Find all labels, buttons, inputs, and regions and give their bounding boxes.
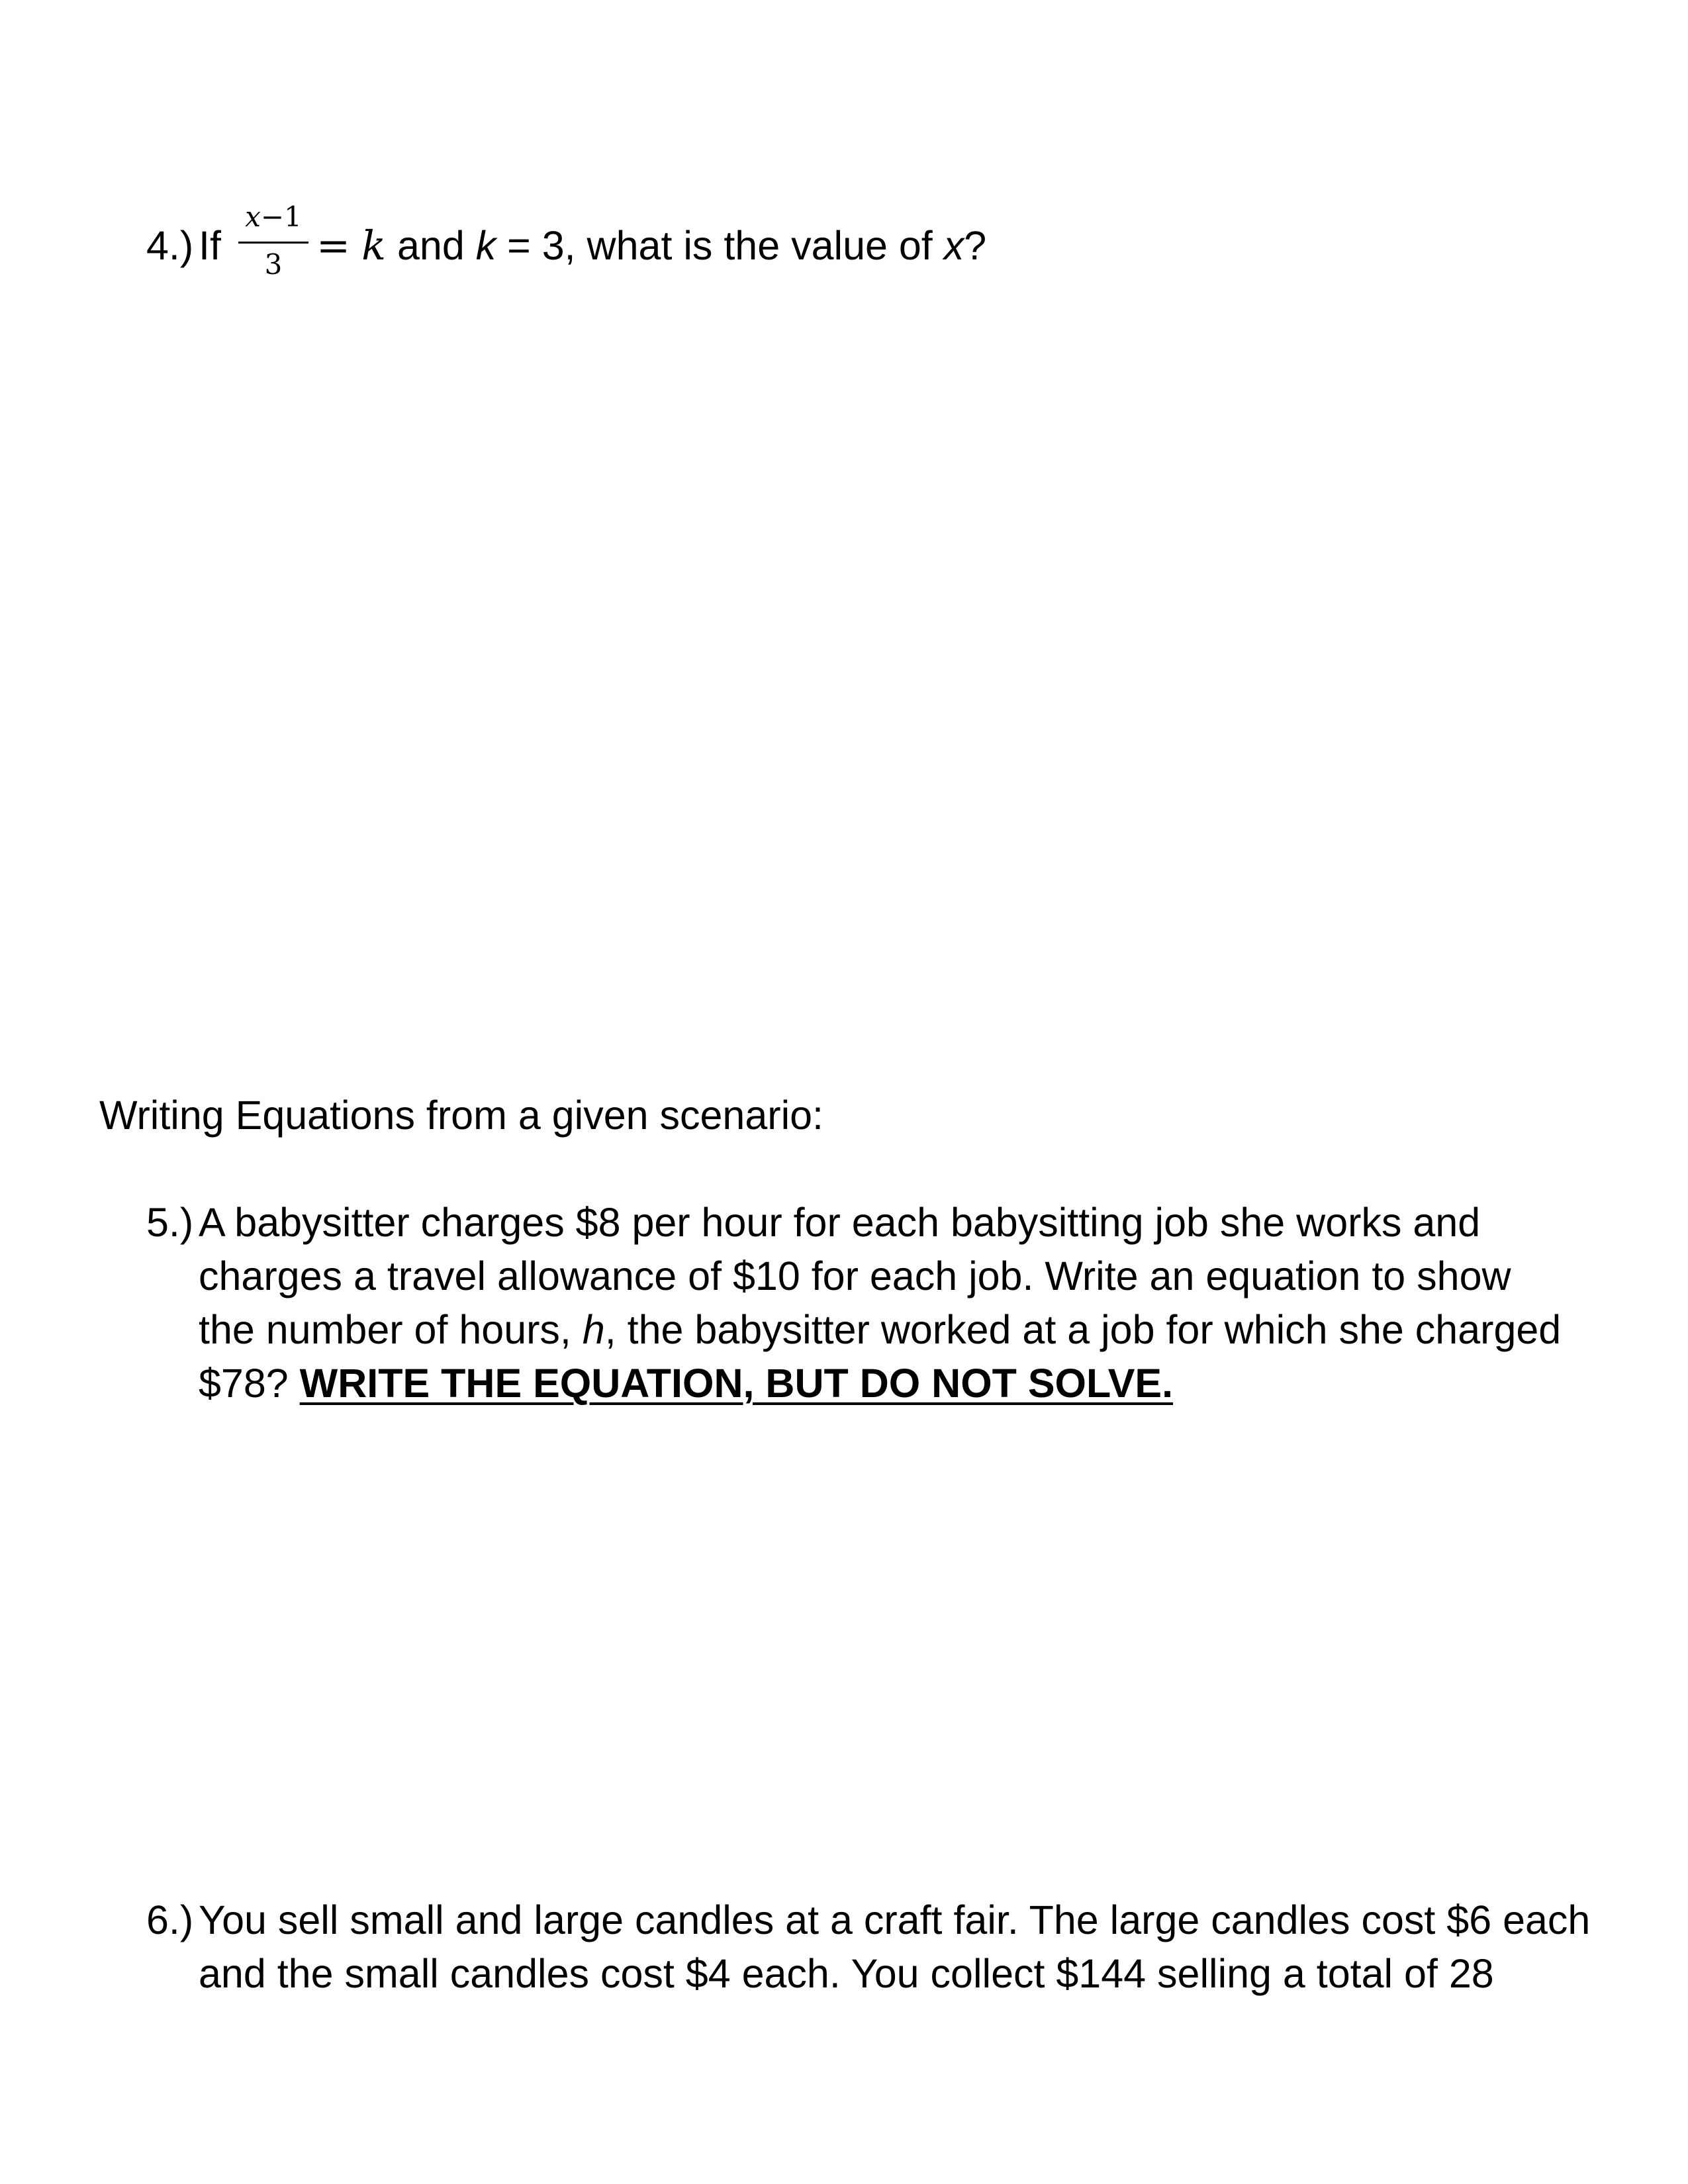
question-6-line-1: You sell small and large candles at a craft fair. The large candles cost $6 each [199,1897,1591,1942]
question-4-end: ? [964,223,987,268]
question-5-line-1: A babysitter charges $8 per hour for each babysitting job she works and [199,1200,1481,1245]
section-heading: Writing Equations from a given scenario: [99,1093,824,1138]
question-5-line-4-a: $78? [199,1361,300,1406]
question-5-number: 5.) [146,1200,194,1245]
question-5-line-3-b: , the babysitter worked at a job for which she charged [604,1307,1562,1352]
question-5-line-4 [199,1356,1173,1410]
variable-k: k [361,222,387,269]
variable-h: h [582,1307,605,1352]
question-5-line-3 [199,1302,1561,1357]
question-5-line-2: charges a travel allowance of $10 for each job. Write an equation to show [199,1253,1511,1298]
fraction-numerator-rest: −1 [260,201,302,233]
question-5-line-3-a: the number of hours, [199,1307,583,1352]
fraction-numerator [237,199,310,236]
question-6-line-2: and the small candles cost $4 each. You collect $144 selling a total of 28 [199,1951,1494,1996]
question-4-if: If [199,223,221,268]
question-4-equation [316,218,986,273]
fraction-bar [238,242,308,244]
variable-x: x [943,223,964,268]
equals-sign: = [316,222,351,269]
question-6-number: 6.) [146,1897,194,1942]
fraction-denominator: 3 [264,248,283,281]
fraction-numerator-variable: x [245,201,261,233]
question-5-instruction: WRITE THE EQUATION, BUT DO NOT SOLVE. [299,1361,1174,1406]
question-4-fraction [237,199,310,291]
question-4-and: and [386,223,476,268]
variable-k-second: k [475,223,496,268]
question-4-rest: = 3, what is the value of [496,223,944,268]
question-4-number: 4.) [146,223,194,268]
